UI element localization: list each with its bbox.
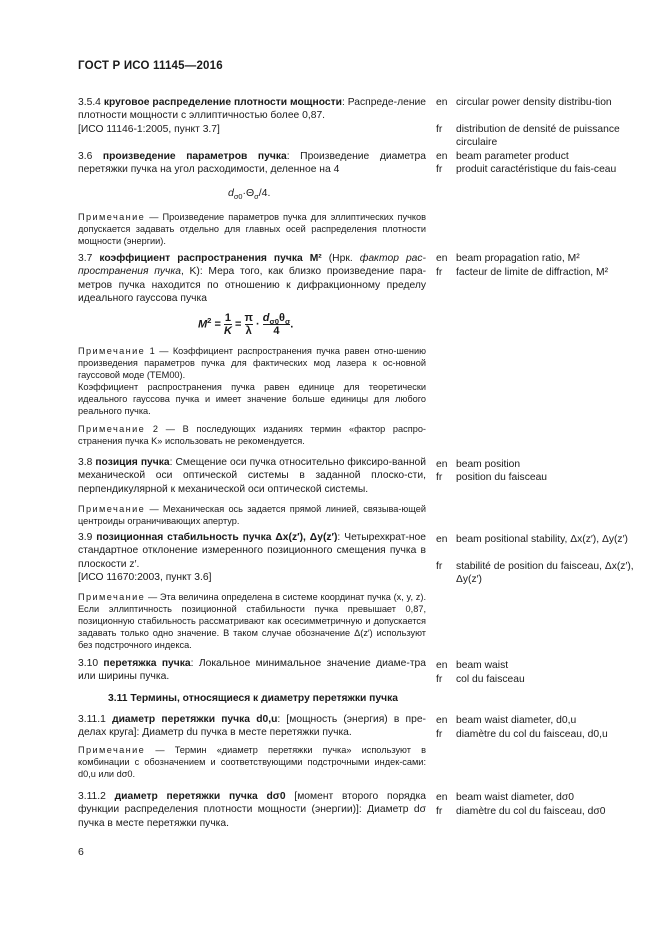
lang-fr: fr (436, 806, 443, 817)
lang-fr: fr (436, 561, 443, 572)
note-label: Примечание (78, 212, 146, 222)
entry-number: 3.7 (78, 253, 93, 264)
entry-number: 3.11.1 (78, 714, 106, 725)
translation-en: beam waist diameter, dσ0 (456, 792, 574, 803)
note-3-7-1 (78, 345, 426, 417)
translation-fr: facteur de limite de diffraction, M² (456, 267, 609, 278)
translation-en: beam propagation ratio, M² (456, 253, 580, 264)
lang-fr: fr (436, 267, 443, 278)
entry-term: перетяжка пучка (103, 658, 191, 669)
entry-definition: : Локальное минимальное значение диаме-тра или ширины пучка. (78, 658, 426, 683)
entry-3-10 (78, 657, 426, 684)
entry-reference: [ИСО 11146-1:2005, пункт 3.7] (78, 123, 220, 135)
translation-en: beam position (456, 459, 521, 470)
entry-3-11-2 (78, 790, 426, 830)
lang-fr: fr (436, 124, 443, 135)
document-header: ГОСТ Р ИСО 11145—2016 (78, 60, 223, 72)
note-text: — Эта величина определена в системе координат пучка (x, y, z). Если эллиптичность позиционной стабильности пучка превышает 0,87, позиционную стабильность рассматривают как осесимметричную и допускается задавать только одно значение. В таком случае обозначение Δ(z′) используют без подстрочного индекса. (78, 592, 426, 650)
lang-en: en (436, 715, 448, 726)
note-label: Примечание (78, 504, 146, 514)
entry-3-5-4 (78, 96, 426, 136)
translation-en: circular power density distribu-tion (456, 97, 612, 108)
lang-en: en (436, 151, 448, 162)
translation-fr: diamètre du col du faisceau, dσ0 (456, 806, 606, 817)
entry-definition: : Произведение диаметра перетяжки пучка на угол расходимости, деленное на 4 (78, 151, 426, 176)
entry-term: произведение параметров пучка (102, 151, 287, 162)
entry-term: круговое распределение плотности мощности (103, 97, 342, 108)
note-label: Примечание (78, 346, 146, 356)
entry-definition: : Четырехкрат-ное стандартное отклонение измеренного позиционного смещения пучка в плоскости z′. (78, 532, 426, 570)
note-3-6 (78, 211, 426, 247)
entry-number: 3.6 (78, 151, 93, 162)
lang-en: en (436, 534, 448, 545)
entry-reference: [ИСО 11670:2003, пункт 3.6] (78, 572, 212, 584)
note-text: — Термин «диаметр перетяжки пучка» используют в комбинации с обозначением и соответствующими подстрочными индек-сами: d0,u или dσ0. (78, 745, 426, 779)
entry-term: диаметр перетяжки пучка d0,u (112, 714, 278, 725)
page-number: 6 (78, 846, 84, 858)
note-text-2: Коэффициент распространения пучка равен единице для теоретически идеального гауссова пучка и имеет значение больше единицы для любого реального пучка. (78, 382, 426, 416)
note-label: Примечание (78, 424, 146, 434)
note-text: — Механическая ось задается прямой линией, связыва-ющей центроиды ограничивающих апертур. (78, 504, 426, 526)
entry-3-9 (78, 531, 426, 585)
entry-number: 3.11.2 (78, 791, 106, 802)
entry-term: диаметр перетяжки пучка dσ0 (114, 791, 286, 802)
translation-en: beam positional stability, Δx(z′), Δy(z′) (456, 534, 628, 545)
entry-definition: : [мощность (энергия) в пре-делах круга]: Диаметр du пучка в месте перетяжки пучка. (78, 714, 426, 739)
translation-en: beam waist diameter, d0,u (456, 715, 577, 726)
formula-bpp: $d_{\sigma 0}\cdot\Theta_\sigma/4$. (228, 187, 271, 202)
entry-number: 3.9 (78, 532, 93, 543)
lang-en: en (436, 660, 448, 671)
note-text: 1 — Коэффициент распространения пучка равен отно-шению произведения параметров пучка для фактических мод лазера к ос-новной гауссовой моде (TEM00). (78, 346, 426, 380)
entry-definition: [момент второго порядка функции распределения плотности мощности (энергии)]: Диаметр dσ пучка в месте перетяжки пучка. (78, 791, 426, 829)
note-label: Примечание (78, 592, 146, 602)
translation-en: beam waist (456, 660, 509, 671)
entry-definition: : Смещение оси пучка относительно фиксиро-ванной механической оси оптической системы в заданной плоско-сти, перпендикулярной к механической оси оптической системы. (78, 457, 426, 495)
note-text: — Произведение параметров пучка для эллиптических пучков допускается задавать отдельно для главных осей распределения плотности мощности (энергии). (78, 212, 426, 246)
entry-number: 3.10 (78, 658, 99, 669)
note-3-11-1 (78, 744, 426, 780)
translation-fr: diamètre du col du faisceau, d0,u (456, 729, 608, 740)
lang-en: en (436, 97, 448, 108)
lang-fr: fr (436, 164, 443, 175)
translation-fr: produit caractéristique du fais-ceau (456, 164, 617, 175)
entry-3-11-1 (78, 713, 426, 740)
lang-en: en (436, 792, 448, 803)
lang-fr: fr (436, 729, 443, 740)
formula-m2: $M^2$ = $\frac{1}{K}$ = $\frac{\pi}{\lambda}$ · $\frac{d_{\sigma 0}\theta_\sigma}{4}$ . (198, 312, 294, 337)
note-label: Примечание (78, 745, 146, 755)
entry-term: позиция пучка (95, 457, 170, 468)
entry-term: коэффициент распространения пучка M² (99, 253, 322, 264)
entry-3-6 (78, 150, 426, 177)
entry-number: 3.5.4 (78, 97, 101, 108)
note-3-9 (78, 591, 426, 651)
translation-fr: stabilité de position du faisceau, Δx(z′), Δy(z′) (456, 561, 634, 586)
entry-term: позиционная стабильность пучка Δx(z′), Δy(z′) (96, 532, 338, 543)
entry-3-7: 3.7 коэффициент распространения пучка M² (Нрк. фактор рас-пространения пучка, K): Мера того, как близко произведение пара-метров пучка находится по отношению к дифракционному пределу идеального гауссова пучка (78, 253, 426, 305)
entry-3-8 (78, 456, 426, 496)
section-heading: 3.11 Термины, относящиеся к диаметру перетяжки пучка (108, 693, 398, 704)
translation-fr: position du faisceau (456, 472, 548, 483)
translation-fr: col du faisceau (456, 674, 525, 685)
note-text: 2 — В последующих изданиях термин «фактор распро-странения пучка K» использовать не рекомендуется. (78, 424, 426, 446)
note-3-7-2 (78, 423, 426, 447)
lang-en: en (436, 253, 448, 264)
translation-en: beam parameter product (456, 151, 569, 162)
translation-fr: distribution de densité de puissance circulaire (456, 124, 620, 149)
note-3-8 (78, 503, 426, 527)
lang-fr: fr (436, 472, 443, 483)
lang-fr: fr (436, 674, 443, 685)
lang-en: en (436, 459, 448, 470)
entry-definition: : Распреде-ление плотности мощности с эллиптичностью более 0,87. (78, 97, 426, 122)
entry-number: 3.8 (78, 457, 93, 468)
